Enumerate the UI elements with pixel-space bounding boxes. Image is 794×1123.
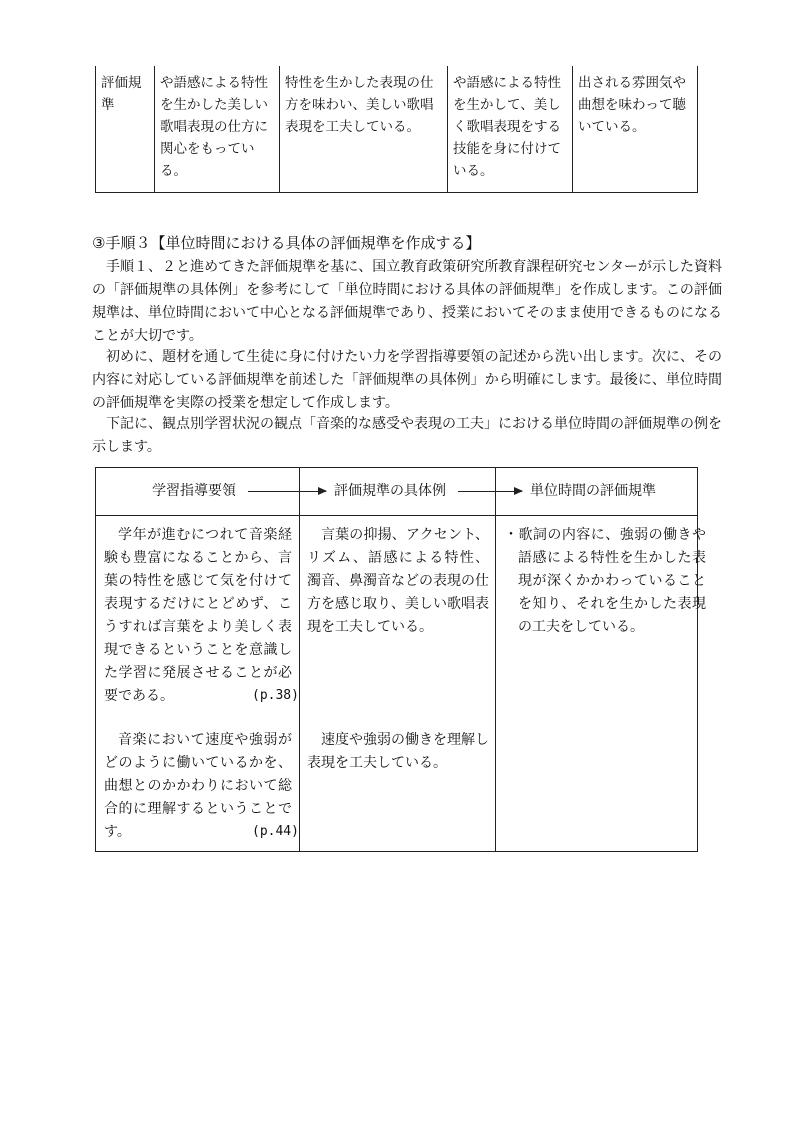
criteria-example-text-2: 速度や強弱の働きを理解し表現を工夫している。 [307, 732, 489, 771]
header-unit-criteria: 単位時間の評価規準 [530, 483, 656, 499]
arrow-right-icon [458, 491, 522, 492]
guideline-text-1: 学年が進むにつれて音楽経験も豊富になることから、言葉の特性を感じて気を付けて表現するだけにとどめず、こうすれば言葉をより美しく表現できるということを意識した学習に発展させることが必要である。 [104, 527, 292, 704]
column-divider [299, 468, 300, 851]
arrow-right-icon [248, 491, 326, 492]
page-reference: (p.38) [252, 688, 299, 703]
body-paragraph: 下記に、観点別学習状況の観点「音楽的な感受や表現の工夫」における単位時間の評価規準の例を示します。 [92, 416, 722, 455]
guideline-text-2: 音楽において速度や強弱がどのように働いているかを、曲想とのかかわりにおいて総合的に理解するということです。 [104, 732, 292, 840]
table-cell: や語感による特性を生かして、美しく歌唱表現をする技能を身に付けている。 [448, 66, 573, 193]
table-cell: や語感による特性を生かした美しい歌唱表現の仕方に関心をもっている。 [155, 66, 280, 193]
criteria-example-text-1: 言葉の抑揚、アクセント、リズム、語感による特性、濁音、鼻濁音などの表現の仕方を感じ取り、美しい歌唱表現を工夫している。 [307, 527, 489, 635]
body-paragraph: 手順１、２と進めてきた評価規準を基に、国立教育政策研究所教育課程研究センターが示した資料の「評価規準の具体例」を参考にして「単位時間における具体の評価規準」を作成します。この評価規準は、単位時間において中心となる評価規準であり、授業においてそのまま使用できるものになることが大切です。 [92, 259, 722, 344]
body-paragraph: 初めに、題材を通して生徒に身に付けたい力を学習指導要領の記述から洗い出します。次に、その内容に対応している評価規準を前述した「評価規準の具体例」から明確にします。最後に、単位時間の評価規準を実際の授業を想定して作成します。 [92, 349, 722, 411]
table-cell: 評価規準 [96, 66, 155, 193]
page-reference: (p.44) [252, 824, 299, 839]
section-heading: ③手順３【単位時間における具体の評価規準を作成する】 [92, 234, 481, 252]
table-cell: 出される雰囲気や曲想を味わって聴いている。 [573, 66, 698, 193]
header-divider [96, 515, 697, 516]
unit-criteria-text-1: ・歌詞の内容に、強弱の働きや語感による特性を生かした表現が深くかかわっていることを知り、それを生かした表現の工夫をしている。 [504, 527, 706, 635]
table-row [96, 66, 698, 193]
header-learning-guideline: 学習指導要領 [152, 483, 236, 499]
column-divider [495, 468, 496, 851]
criteria-example-table [95, 467, 706, 852]
table-cell: 特性を生かした表現の仕方を味わい、美しい歌唱表現を工夫している。 [280, 66, 448, 193]
header-criteria-example: 評価規準の具体例 [334, 483, 446, 499]
evaluation-criteria-table-top [95, 66, 698, 193]
